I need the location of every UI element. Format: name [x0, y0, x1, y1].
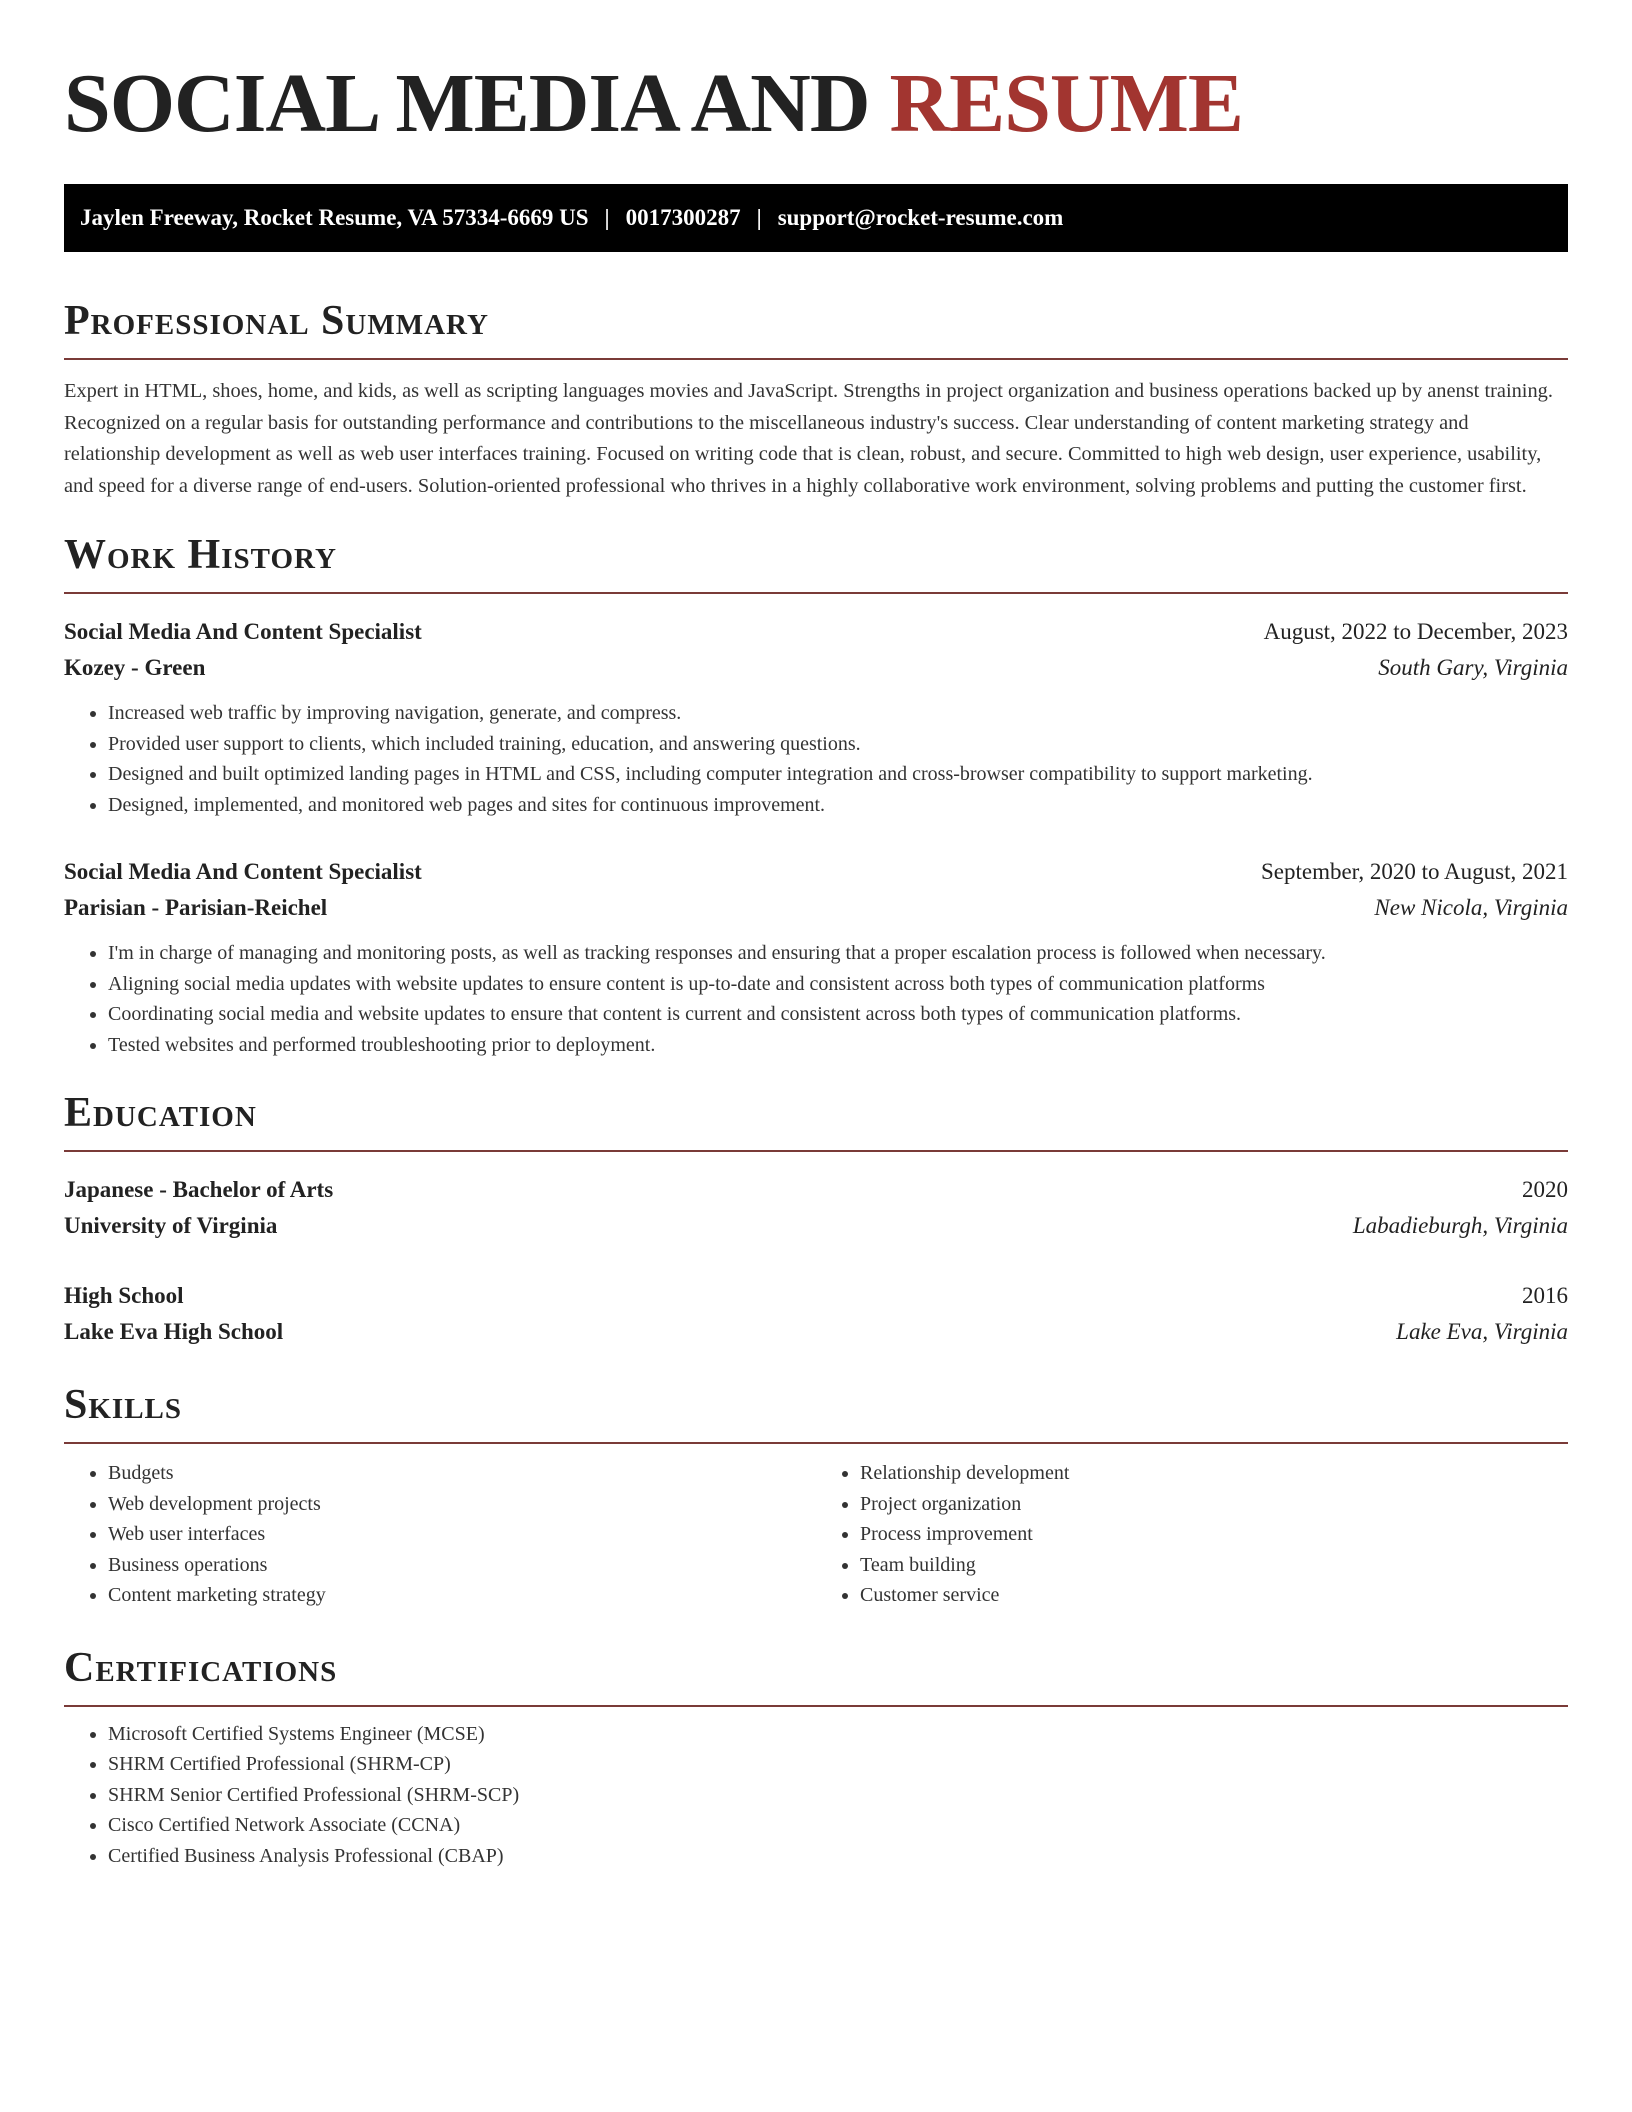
section-heading: Work History [64, 532, 1568, 594]
education-header-row [64, 1172, 1568, 1208]
list-item: • Project organization [860, 1489, 1568, 1520]
education-location: Lake Eva, Virginia [1396, 1319, 1568, 1344]
skills-list-left [64, 1458, 816, 1611]
list-item: • Increased web traffic by improving navigation, generate, and compress. [108, 698, 1568, 729]
list-item: • Cisco Certified Network Associate (CCNA) [108, 1810, 1568, 1841]
job-location: South Gary, Virginia [1378, 655, 1568, 680]
list-item: • Certified Business Analysis Professional (CBAP) [108, 1841, 1568, 1872]
list-item: • Provided user support to clients, which included training, education, and answering questions. [108, 729, 1568, 760]
job-title: Social Media And Content Specialist [64, 859, 422, 884]
list-item: • Coordinating social media and website updates to ensure that content is current and consistent across both types of communication platforms. [108, 999, 1568, 1030]
list-item: • Process improvement [860, 1519, 1568, 1550]
contact-bar [64, 184, 1568, 252]
job-company-row [64, 650, 1568, 686]
job-header-row [64, 614, 1568, 650]
education-year: 2020 [1522, 1177, 1568, 1202]
title-main: SOCIAL MEDIA AND [64, 57, 870, 150]
job-bullets [64, 938, 1568, 1060]
job-company: Parisian - Parisian-Reichel [64, 895, 328, 920]
education-degree: High School [64, 1283, 184, 1308]
title-accent: RESUME [889, 57, 1243, 150]
education-entry [64, 1172, 1568, 1244]
job-company: Kozey - Green [64, 655, 206, 680]
job-location: New Nicola, Virginia [1374, 895, 1568, 920]
list-item: • Team building [860, 1550, 1568, 1581]
contact-separator: | [756, 205, 762, 230]
skills-grid [64, 1458, 1568, 1611]
list-item: • Designed and built optimized landing pages in HTML and CSS, including computer integration and cross-browser compatibility to support marketing. [108, 759, 1568, 790]
skills-list-right [816, 1458, 1568, 1611]
section-heading: Education [64, 1090, 1568, 1152]
list-item: • Aligning social media updates with website updates to ensure content is up-to-date and consistent across both types of communication platforms [108, 969, 1568, 1000]
contact-phone: 0017300287 [625, 205, 741, 230]
job-title: Social Media And Content Specialist [64, 619, 422, 644]
contact-email[interactable]: support@rocket-resume.com [777, 205, 1064, 230]
contact-separator: | [604, 205, 610, 230]
list-item: • Designed, implemented, and monitored web pages and sites for continuous improvement. [108, 790, 1568, 821]
job-dates: August, 2022 to December, 2023 [1263, 619, 1568, 644]
education-school: University of Virginia [64, 1213, 278, 1238]
list-item: • SHRM Senior Certified Professional (SHRM-SCP) [108, 1780, 1568, 1811]
list-item: • Web development projects [108, 1489, 816, 1520]
education-school-row [64, 1208, 1568, 1244]
list-item: • Content marketing strategy [108, 1580, 816, 1611]
education-location: Labadieburgh, Virginia [1352, 1213, 1568, 1238]
professional-summary-section [64, 298, 1568, 502]
section-heading: Professional Summary [64, 298, 1568, 360]
list-item: • Tested websites and performed troubleshooting prior to deployment. [108, 1030, 1568, 1061]
list-item: • Relationship development [860, 1458, 1568, 1489]
resume-title [64, 58, 1568, 150]
job-header-row [64, 854, 1568, 890]
education-school: Lake Eva High School [64, 1319, 284, 1344]
skills-section [64, 1382, 1568, 1611]
certifications-section [64, 1645, 1568, 1872]
list-item: • SHRM Certified Professional (SHRM-CP) [108, 1749, 1568, 1780]
list-item: • Business operations [108, 1550, 816, 1581]
list-item: • Budgets [108, 1458, 816, 1489]
job-bullets [64, 698, 1568, 820]
education-degree: Japanese - Bachelor of Arts [64, 1177, 334, 1202]
work-history-section [64, 532, 1568, 1060]
section-heading: Certifications [64, 1645, 1568, 1707]
job-entry [64, 614, 1568, 820]
job-company-row [64, 890, 1568, 926]
summary-text: Expert in HTML, shoes, home, and kids, as well as scripting languages movies and JavaScript. Strengths in project organization and business operations backed up by anenst training. Recognized on a regular basis for outstanding performance and contributions to the miscellaneous industry's success. Clear understanding of content marketing strategy and relationship development as well as web user interfaces training. Focused on writing code that is clean, robust, and secure. Committed to high web design, user experience, usability, and speed for a diverse range of end-users. Solution-oriented professional who thrives in a highly collaborative work environment, solving problems and putting the customer first. [64, 380, 1553, 497]
section-heading: Skills [64, 1382, 1568, 1444]
contact-address: Jaylen Freeway, Rocket Resume, VA 57334-6669 US [80, 205, 589, 230]
list-item: • I'm in charge of managing and monitoring posts, as well as tracking responses and ensuring that a proper escalation process is followed when necessary. [108, 938, 1568, 969]
list-item: • Web user interfaces [108, 1519, 816, 1550]
education-year: 2016 [1522, 1283, 1568, 1308]
certifications-list [64, 1719, 1568, 1872]
job-dates: September, 2020 to August, 2021 [1260, 859, 1568, 884]
list-item: • Microsoft Certified Systems Engineer (MCSE) [108, 1719, 1568, 1750]
education-header-row [64, 1278, 1568, 1314]
list-item: • Customer service [860, 1580, 1568, 1611]
job-entry [64, 854, 1568, 1060]
education-school-row [64, 1314, 1568, 1350]
education-section [64, 1090, 1568, 1350]
education-entry [64, 1278, 1568, 1350]
